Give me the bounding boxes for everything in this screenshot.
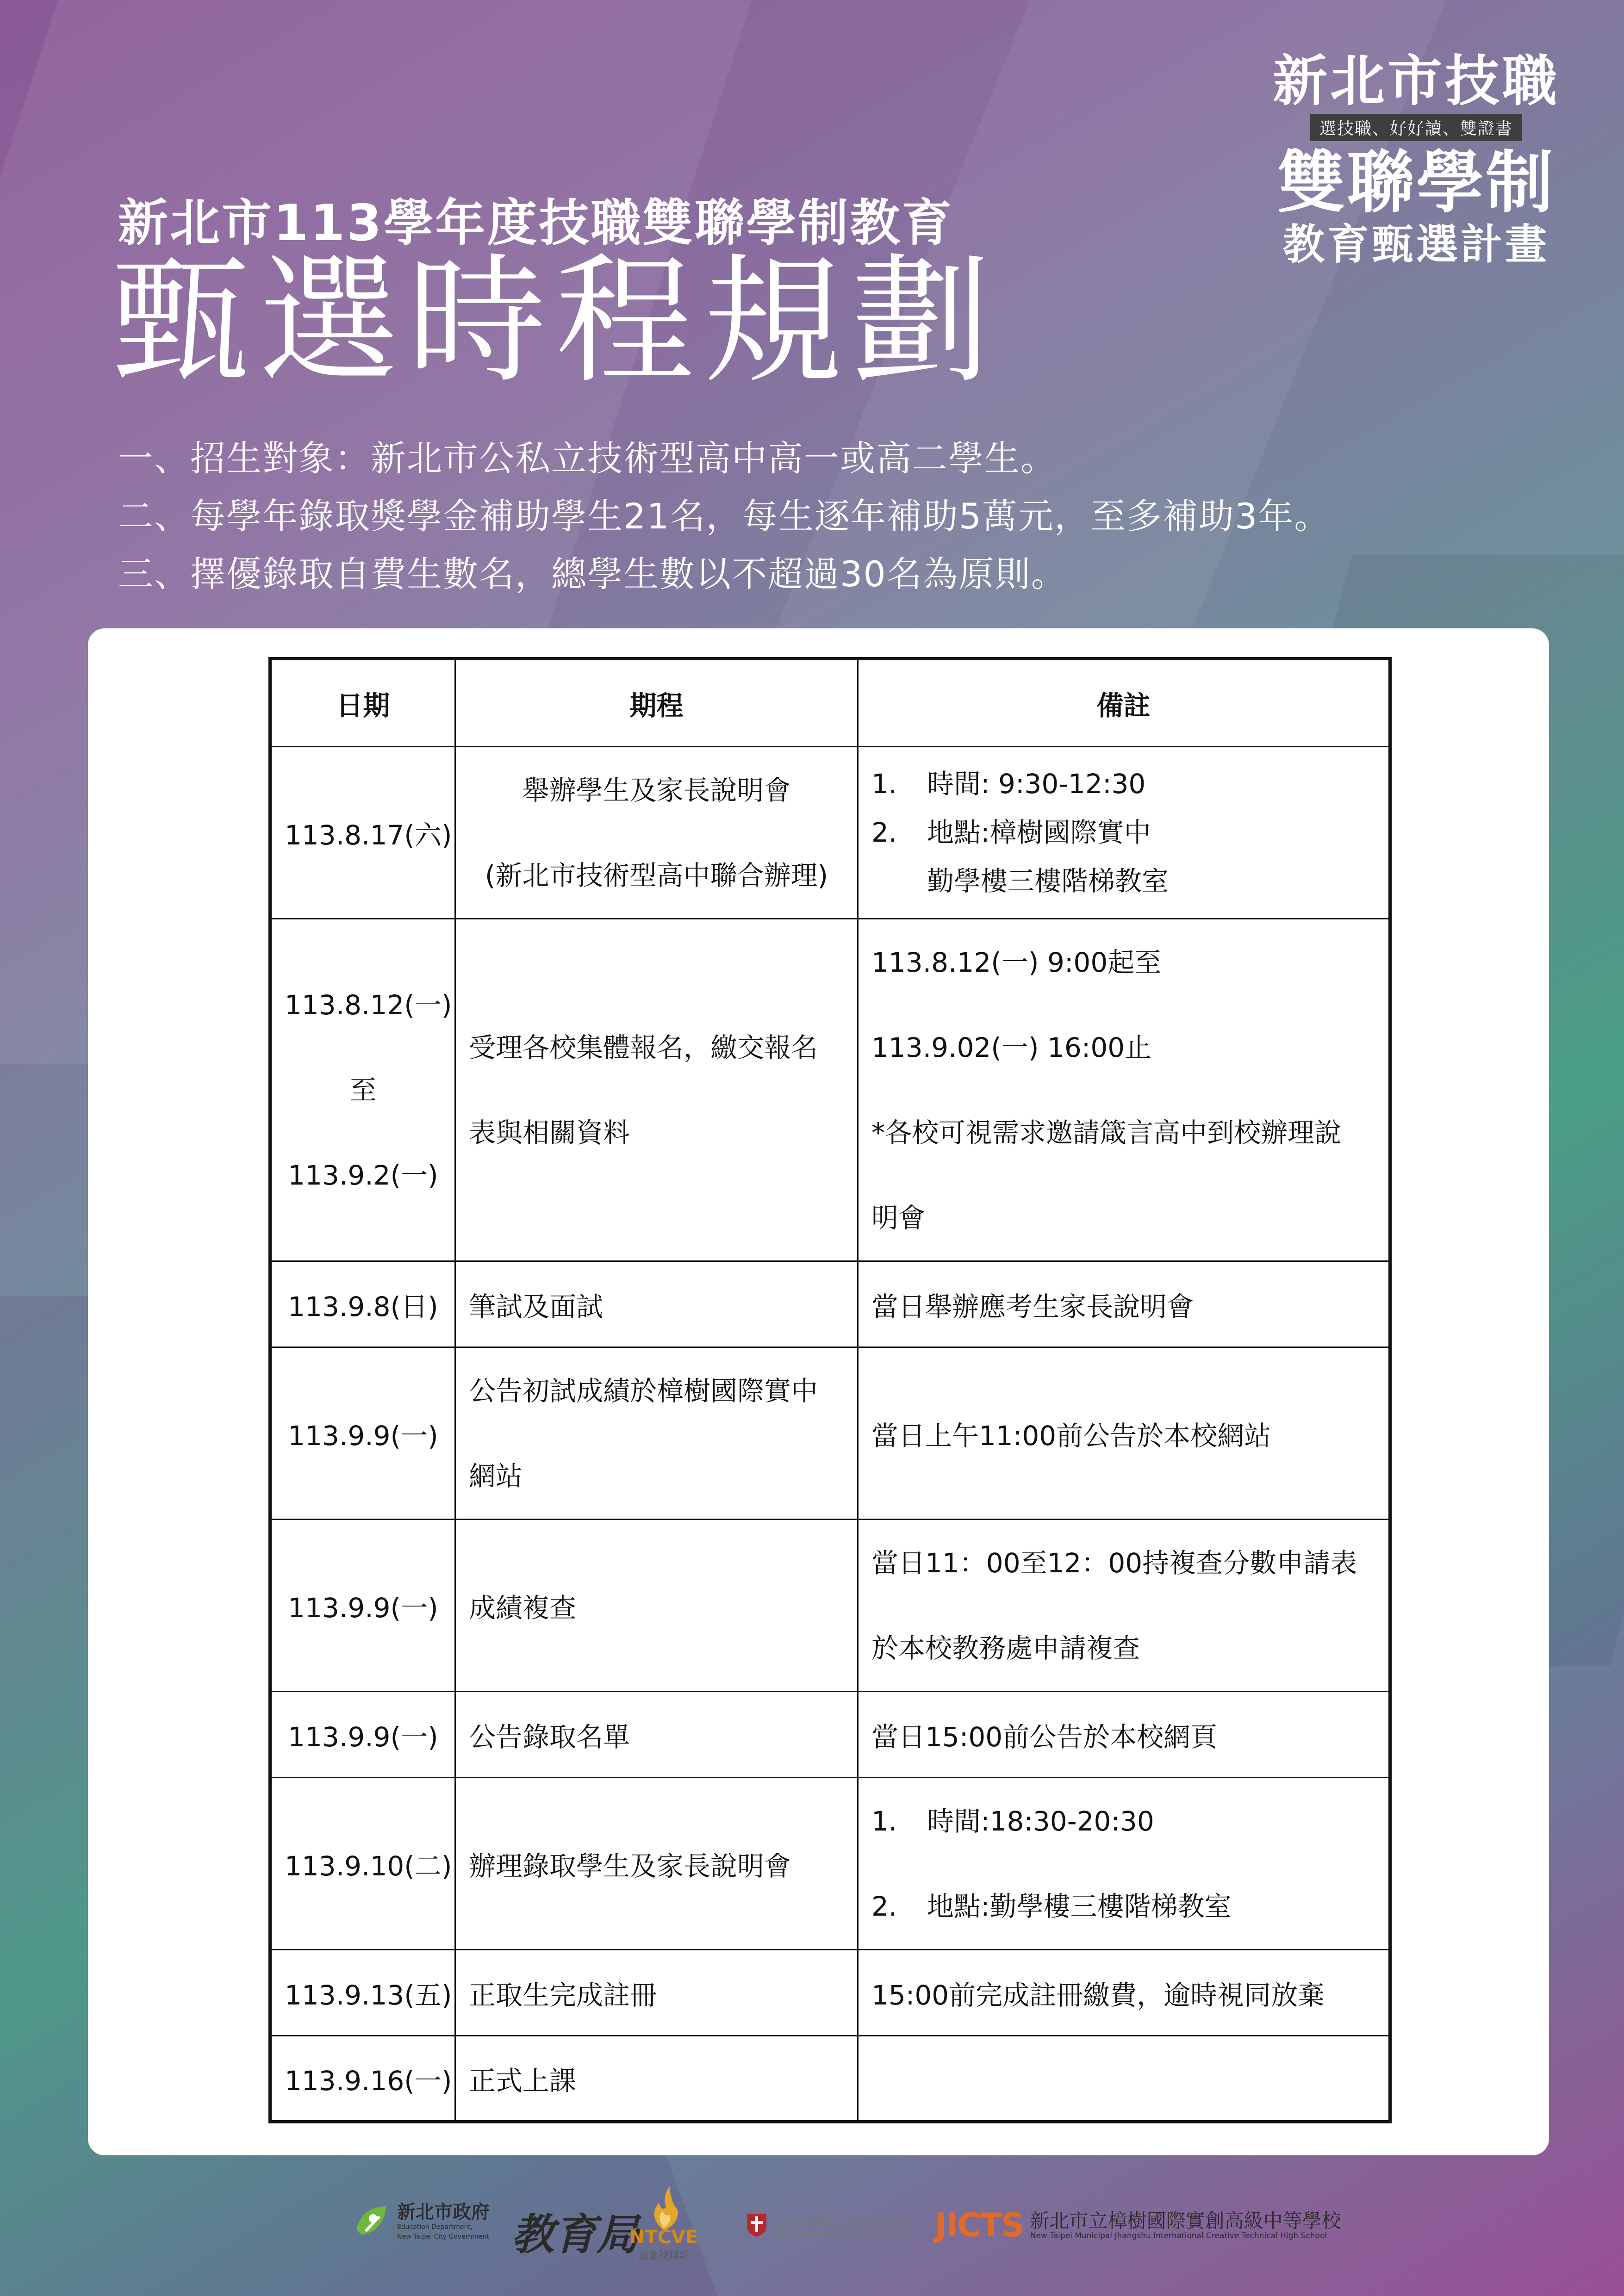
note-text: 地點:勤學樓三樓階梯教室 [927,1890,1232,1922]
brand-slogan: 選技職、好好讀、雙證書 [1310,114,1522,141]
ntpc-name: 新北市政府 [397,2202,490,2223]
program-brand-logo [1268,51,1564,267]
row-note: 當日舉辦應考生家長說明會 [858,1261,1390,1347]
column-header-schedule: 期程 [455,659,858,747]
row-event: 正式上課 [455,2036,858,2122]
date-line: 113.8.12(一) [285,989,452,1021]
ntcve-sub: 新北技職計 [638,2250,690,2262]
row-event [455,1347,858,1520]
note-text: 勤學樓三樓階梯教室 [927,865,1169,897]
event-line: 表與相關資料 [469,1117,630,1148]
date-line: 113.9.2(一) [288,1159,438,1191]
note-line: 113.9.02(一) 16:00止 [871,1031,1152,1063]
column-header-date: 日期 [270,659,455,747]
ntpc-en-line1: Education Department, [397,2223,473,2231]
row-note [858,919,1390,1261]
table-row [270,1950,1390,2036]
ntpc-education-logo [352,2203,490,2241]
row-event: 正取生完成註冊 [455,1950,858,2036]
row-note: 當日上午11:00前公告於本校網站 [858,1347,1390,1520]
education-bureau-calligraphy: 教育局 [511,2209,640,2259]
event-line: 舉辦學生及家長說明會 [522,774,791,806]
event-line: 網站 [469,1460,523,1492]
poster-subtitle: 新北市113學年度技職雙聯學制教育 [118,194,954,252]
row-event: 辦理錄取學生及家長說明會 [455,1778,858,1950]
brand-top-text: 新北市技職 [1272,49,1560,113]
row-note [858,747,1390,919]
row-note [858,1778,1390,1950]
note-line: 當日11：00至12：00持複查分數申請表 [871,1547,1357,1579]
brand-sub-text: 教育甄選計畫 [1283,219,1549,269]
note-number: 2. [871,817,897,848]
note-line: 明會 [871,1202,926,1234]
table-row [270,1520,1390,1692]
note-item [871,808,1375,857]
table-row [270,919,1390,1261]
table-row [270,2036,1390,2122]
living-word-logo [745,2212,909,2238]
note-number: 2. [871,1890,897,1922]
row-note [858,1520,1390,1692]
info-line-self-funded: 三、擇優錄取自費生數名，總學生數以不超過30名為原則。 [118,553,1067,595]
note-item [871,1779,1375,1864]
note-line: 113.8.12(一) 9:00起至 [871,946,1162,978]
info-line-scholarship: 二、每學年錄取獎學金補助學生21名，每生逐年補助5萬元，至多補助3年。 [118,496,1331,537]
note-item [871,760,1375,808]
table-row [270,1261,1390,1347]
row-date: 113.9.13(五) [270,1950,455,2036]
ntpc-text [397,2203,490,2241]
poster-title: 甄選時程規劃 [111,241,1000,402]
schedule-table [268,657,1392,2123]
living-word-name: LIVING WORD [773,2215,909,2234]
row-date: 113.9.9(一) [270,1520,455,1692]
note-line: 於本校教務處申請複查 [871,1632,1140,1664]
row-date: 113.8.17(六) [270,747,455,919]
ntcve-label: NTCVE [629,2227,698,2248]
shield-icon [745,2212,768,2238]
brand-main-text: 雙聯學制 [1277,143,1555,222]
note-item [871,1864,1375,1949]
row-note [858,2036,1390,2122]
event-line: 受理各校集體報名，繳交報名 [469,1031,818,1063]
row-note: 15:00前完成註冊繳費，逾時視同放棄 [858,1950,1390,2036]
row-date [270,919,455,1261]
note-text: 時間: 9:30-12:30 [927,768,1146,800]
school-text [1030,2210,1341,2240]
table-row [270,1692,1390,1778]
school-mark: JICTS [935,2206,1024,2244]
ntcve-logo [629,2184,698,2262]
row-date: 113.9.10(二) [270,1778,455,1950]
table-row [270,1778,1390,1950]
note-line: *各校可視需求邀請箴言高中到校辦理說 [871,1117,1342,1148]
date-line: 至 [349,1074,377,1106]
note-text: 時間:18:30-20:30 [927,1805,1154,1837]
ntpc-en-line2: New Taipei City Government [397,2233,489,2240]
note-number: 1. [871,768,897,800]
ntpc-leaf-icon [352,2203,391,2241]
row-note: 當日15:00前公告於本校網頁 [858,1692,1390,1778]
sponsor-logos [352,2184,1370,2267]
note-item [871,857,1375,906]
row-date: 113.9.9(一) [270,1692,455,1778]
info-line-eligibility: 一、招生對象：新北市公私立技術型高中高一或高二學生。 [118,438,1057,479]
row-event: 公告錄取名單 [455,1692,858,1778]
note-text: 地點:樟樹國際實中 [927,817,1151,848]
table-row [270,1347,1390,1520]
row-date: 113.9.16(一) [270,2036,455,2122]
row-event [455,919,858,1261]
note-number: 1. [871,1805,897,1837]
school-english-name: New Taipei Municipal Jhangshu International Creative Technical High School [1030,2231,1327,2240]
row-event [455,747,858,919]
table-row [270,747,1390,919]
row-event: 筆試及面試 [455,1261,858,1347]
school-logo [935,2206,1341,2244]
event-line: (新北市技術型高中聯合辦理) [485,859,828,891]
table-header-row [270,659,1390,747]
row-date: 113.9.9(一) [270,1347,455,1520]
school-name: 新北市立樟樹國際實創高級中等學校 [1030,2209,1341,2232]
row-date: 113.9.8(日) [270,1261,455,1347]
event-line: 公告初試成績於樟樹國際實中 [469,1375,818,1407]
row-event: 成績複查 [455,1520,858,1692]
column-header-notes: 備註 [858,659,1390,747]
